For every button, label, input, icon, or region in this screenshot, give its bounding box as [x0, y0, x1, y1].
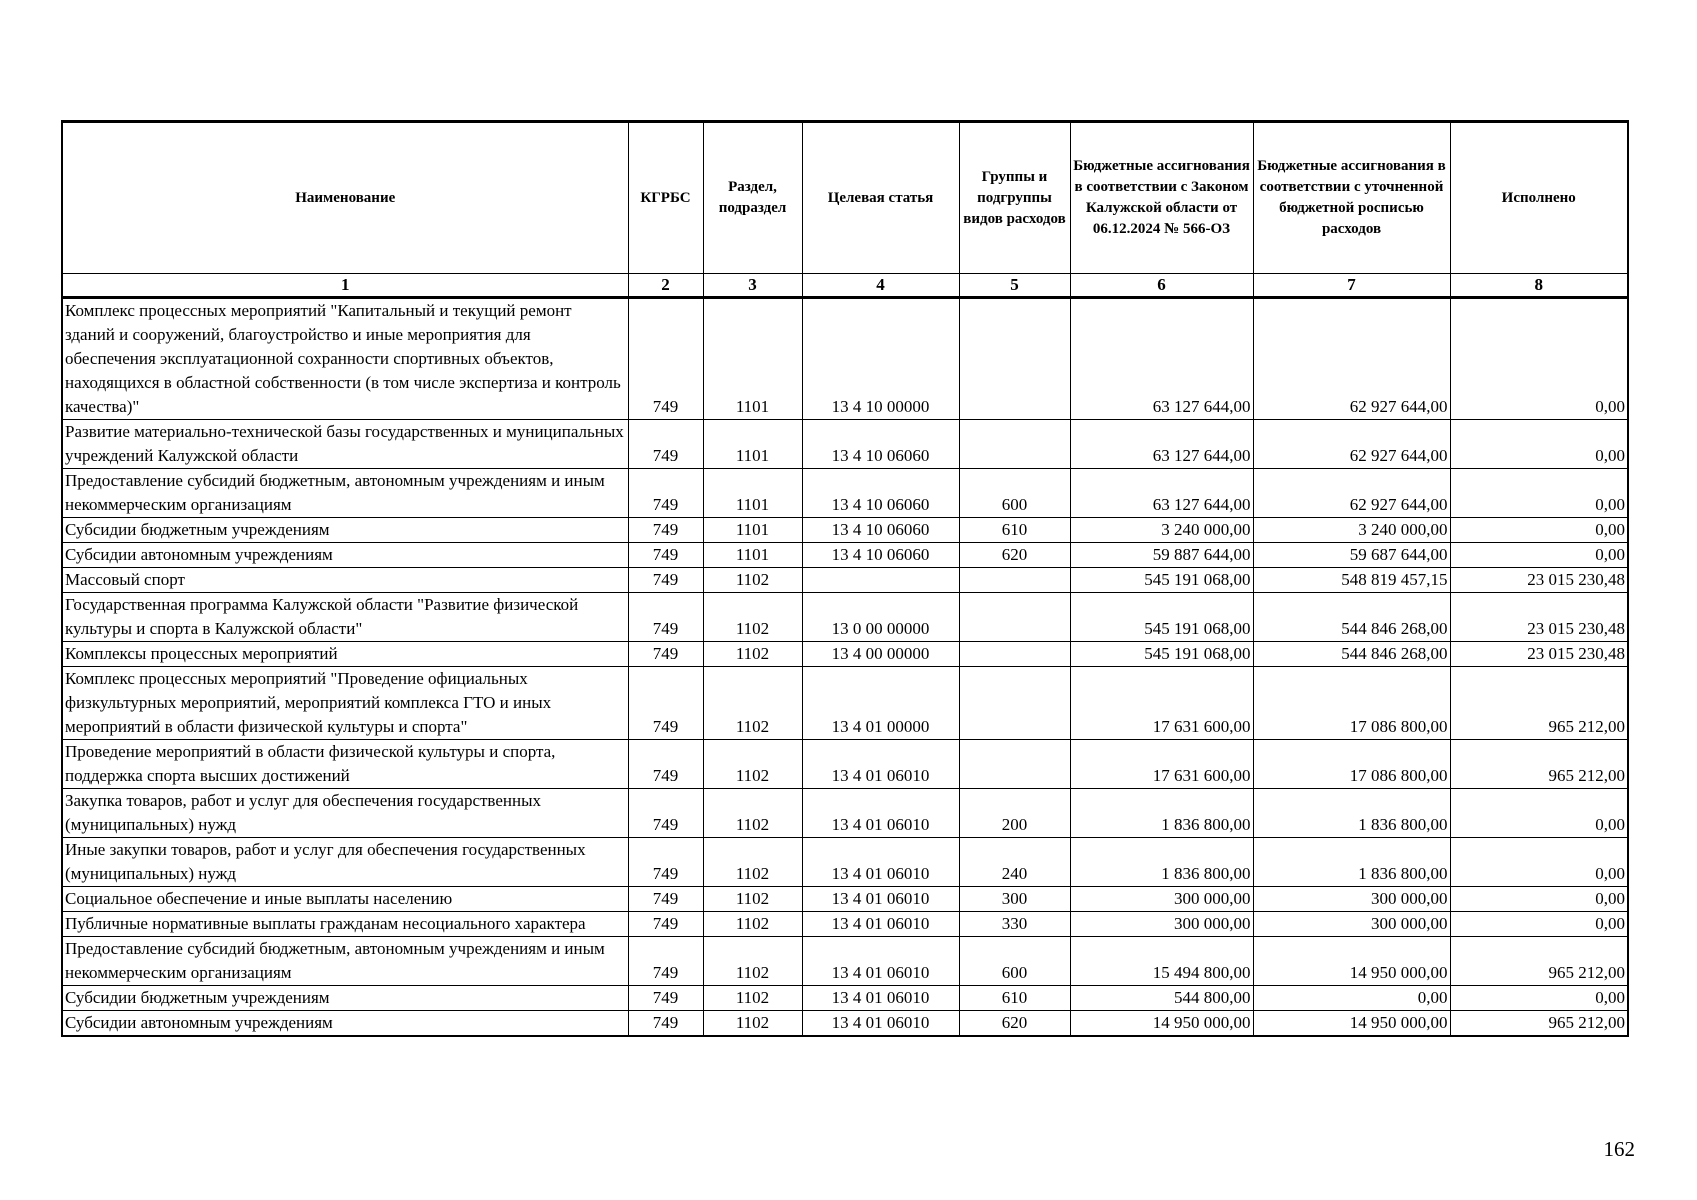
cell-law-amount: 59 887 644,00: [1070, 543, 1253, 568]
cell-refined-amount: 300 000,00: [1253, 912, 1450, 937]
cell-executed-amount: 0,00: [1450, 912, 1628, 937]
cell-group: 610: [959, 518, 1070, 543]
table-row: [62, 789, 1628, 838]
cell-target: [802, 568, 959, 593]
page-number: 162: [1603, 1137, 1635, 1161]
table-row: [62, 298, 1628, 420]
budget-table: [61, 120, 1629, 1037]
cell-section: 1102: [703, 912, 802, 937]
cell-executed-amount: 0,00: [1450, 469, 1628, 518]
cell-executed-amount: 23 015 230,48: [1450, 568, 1628, 593]
cell-group: 600: [959, 937, 1070, 986]
cell-group: 300: [959, 887, 1070, 912]
cell-kgrbs: 749: [628, 420, 703, 469]
cell-executed-amount: 0,00: [1450, 789, 1628, 838]
cell-target: 13 4 01 06010: [802, 838, 959, 887]
cell-group: 200: [959, 789, 1070, 838]
cell-refined-amount: 0,00: [1253, 986, 1450, 1011]
column-number: 3: [703, 274, 802, 298]
header-target: Целевая статья: [802, 122, 959, 274]
cell-law-amount: 545 191 068,00: [1070, 593, 1253, 642]
table-row: [62, 642, 1628, 667]
cell-section: 1102: [703, 937, 802, 986]
cell-kgrbs: 749: [628, 593, 703, 642]
cell-executed-amount: 965 212,00: [1450, 667, 1628, 740]
cell-law-amount: 15 494 800,00: [1070, 937, 1253, 986]
table-row: [62, 568, 1628, 593]
table-header: [62, 122, 1628, 298]
cell-target: 13 4 00 00000: [802, 642, 959, 667]
table-row: [62, 518, 1628, 543]
cell-law-amount: 63 127 644,00: [1070, 420, 1253, 469]
cell-name: Массовый спорт: [62, 568, 628, 593]
column-number: 2: [628, 274, 703, 298]
table-row: [62, 937, 1628, 986]
cell-refined-amount: 59 687 644,00: [1253, 543, 1450, 568]
column-number: 5: [959, 274, 1070, 298]
cell-kgrbs: 749: [628, 469, 703, 518]
cell-executed-amount: 965 212,00: [1450, 740, 1628, 789]
cell-group: 240: [959, 838, 1070, 887]
cell-executed-amount: 965 212,00: [1450, 1011, 1628, 1037]
table-row: [62, 986, 1628, 1011]
cell-law-amount: 545 191 068,00: [1070, 568, 1253, 593]
table-row: [62, 912, 1628, 937]
cell-section: 1102: [703, 568, 802, 593]
cell-target: 13 4 01 00000: [802, 667, 959, 740]
cell-name: Субсидии бюджетным учреждениям: [62, 518, 628, 543]
cell-target: 13 4 10 06060: [802, 518, 959, 543]
cell-refined-amount: 548 819 457,15: [1253, 568, 1450, 593]
cell-refined-amount: 17 086 800,00: [1253, 740, 1450, 789]
cell-group: 620: [959, 1011, 1070, 1037]
cell-refined-amount: 17 086 800,00: [1253, 667, 1450, 740]
cell-law-amount: 300 000,00: [1070, 912, 1253, 937]
cell-refined-amount: 544 846 268,00: [1253, 642, 1450, 667]
cell-name: Субсидии автономным учреждениям: [62, 1011, 628, 1037]
header-executed: Исполнено: [1450, 122, 1628, 274]
cell-law-amount: 17 631 600,00: [1070, 667, 1253, 740]
header-law: Бюджетные ассигнования в соответствии с Законом Калужской области от 06.12.2024 № 566-ОЗ: [1070, 122, 1253, 274]
cell-executed-amount: 23 015 230,48: [1450, 593, 1628, 642]
table-body: [62, 298, 1628, 1037]
cell-group: 330: [959, 912, 1070, 937]
cell-kgrbs: 749: [628, 789, 703, 838]
cell-executed-amount: 0,00: [1450, 543, 1628, 568]
column-number: 4: [802, 274, 959, 298]
cell-target: 13 4 01 06010: [802, 789, 959, 838]
cell-name: Предоставление субсидий бюджетным, автономным учреждениям и иным некоммерческим организациям: [62, 469, 628, 518]
cell-kgrbs: 749: [628, 986, 703, 1011]
cell-kgrbs: 749: [628, 887, 703, 912]
cell-name: Проведение мероприятий в области физической культуры и спорта, поддержка спорта высших достижений: [62, 740, 628, 789]
cell-target: 13 4 01 06010: [802, 1011, 959, 1037]
cell-section: 1101: [703, 469, 802, 518]
cell-name: Комплексы процессных мероприятий: [62, 642, 628, 667]
cell-name: Субсидии автономным учреждениям: [62, 543, 628, 568]
cell-target: 13 4 10 06060: [802, 420, 959, 469]
cell-section: 1102: [703, 593, 802, 642]
cell-kgrbs: 749: [628, 937, 703, 986]
cell-refined-amount: 300 000,00: [1253, 887, 1450, 912]
header-name: Наименование: [62, 122, 628, 274]
cell-name: Субсидии бюджетным учреждениям: [62, 986, 628, 1011]
cell-group: [959, 420, 1070, 469]
cell-kgrbs: 749: [628, 518, 703, 543]
cell-kgrbs: 749: [628, 838, 703, 887]
cell-name: Публичные нормативные выплаты гражданам несоциального характера: [62, 912, 628, 937]
cell-kgrbs: 749: [628, 298, 703, 420]
cell-kgrbs: 749: [628, 568, 703, 593]
cell-target: 13 0 00 00000: [802, 593, 959, 642]
table-row: [62, 887, 1628, 912]
table-row: [62, 1011, 1628, 1037]
table-row: [62, 667, 1628, 740]
cell-law-amount: 545 191 068,00: [1070, 642, 1253, 667]
cell-kgrbs: 749: [628, 667, 703, 740]
cell-kgrbs: 749: [628, 543, 703, 568]
cell-target: 13 4 01 06010: [802, 912, 959, 937]
cell-kgrbs: 749: [628, 1011, 703, 1037]
cell-name: Развитие материально-технической базы государственных и муниципальных учреждений Калужской области: [62, 420, 628, 469]
cell-executed-amount: 23 015 230,48: [1450, 642, 1628, 667]
cell-section: 1102: [703, 789, 802, 838]
header-group: Группы и подгруппы видов расходов: [959, 122, 1070, 274]
cell-name: Социальное обеспечение и иные выплаты населению: [62, 887, 628, 912]
cell-target: 13 4 01 06010: [802, 887, 959, 912]
cell-group: [959, 298, 1070, 420]
cell-refined-amount: 62 927 644,00: [1253, 469, 1450, 518]
cell-group: [959, 568, 1070, 593]
cell-refined-amount: 14 950 000,00: [1253, 1011, 1450, 1037]
cell-executed-amount: 0,00: [1450, 986, 1628, 1011]
cell-name: Предоставление субсидий бюджетным, автономным учреждениям и иным некоммерческим организациям: [62, 937, 628, 986]
cell-section: 1101: [703, 543, 802, 568]
cell-section: 1102: [703, 838, 802, 887]
cell-law-amount: 544 800,00: [1070, 986, 1253, 1011]
cell-law-amount: 63 127 644,00: [1070, 469, 1253, 518]
cell-refined-amount: 62 927 644,00: [1253, 298, 1450, 420]
cell-refined-amount: 62 927 644,00: [1253, 420, 1450, 469]
cell-name: Комплекс процессных мероприятий "Капитальный и текущий ремонт зданий и сооружений, благоустройство и иные мероприятия для обеспечения эксплуатационной сохранности спортивных объектов, находящихся в областной собственности (в том числе экспертиза и контроль качества)": [62, 298, 628, 420]
table-row: [62, 740, 1628, 789]
header-section: Раздел, подраздел: [703, 122, 802, 274]
cell-name: Комплекс процессных мероприятий "Проведение официальных физкультурных мероприятий, мероприятий комплекса ГТО и иных мероприятий в области физической культуры и спорта": [62, 667, 628, 740]
cell-section: 1102: [703, 642, 802, 667]
cell-kgrbs: 749: [628, 642, 703, 667]
cell-target: 13 4 01 06010: [802, 986, 959, 1011]
cell-kgrbs: 749: [628, 912, 703, 937]
table-row: [62, 420, 1628, 469]
table-row: [62, 593, 1628, 642]
cell-section: 1101: [703, 518, 802, 543]
cell-section: 1102: [703, 986, 802, 1011]
cell-refined-amount: 1 836 800,00: [1253, 789, 1450, 838]
cell-group: 610: [959, 986, 1070, 1011]
cell-target: 13 4 10 06060: [802, 469, 959, 518]
cell-law-amount: 14 950 000,00: [1070, 1011, 1253, 1037]
column-number: 6: [1070, 274, 1253, 298]
cell-target: 13 4 10 06060: [802, 543, 959, 568]
cell-section: 1102: [703, 1011, 802, 1037]
cell-name: Закупка товаров, работ и услуг для обеспечения государственных (муниципальных) нужд: [62, 789, 628, 838]
cell-group: [959, 593, 1070, 642]
header-kgrbs: КГРБС: [628, 122, 703, 274]
cell-group: 600: [959, 469, 1070, 518]
table-row: [62, 469, 1628, 518]
header-refined: Бюджетные ассигнования в соответствии с уточненной бюджетной росписью расходов: [1253, 122, 1450, 274]
cell-law-amount: 63 127 644,00: [1070, 298, 1253, 420]
table-row: [62, 838, 1628, 887]
cell-section: 1102: [703, 740, 802, 789]
cell-target: 13 4 01 06010: [802, 740, 959, 789]
cell-name: Государственная программа Калужской области "Развитие физической культуры и спорта в Калужской области": [62, 593, 628, 642]
cell-executed-amount: 0,00: [1450, 518, 1628, 543]
cell-law-amount: 300 000,00: [1070, 887, 1253, 912]
cell-law-amount: 1 836 800,00: [1070, 838, 1253, 887]
cell-kgrbs: 749: [628, 740, 703, 789]
cell-section: 1101: [703, 298, 802, 420]
cell-executed-amount: 965 212,00: [1450, 937, 1628, 986]
column-number: 8: [1450, 274, 1628, 298]
cell-section: 1102: [703, 667, 802, 740]
cell-executed-amount: 0,00: [1450, 838, 1628, 887]
cell-law-amount: 3 240 000,00: [1070, 518, 1253, 543]
cell-executed-amount: 0,00: [1450, 298, 1628, 420]
cell-refined-amount: 14 950 000,00: [1253, 937, 1450, 986]
cell-refined-amount: 544 846 268,00: [1253, 593, 1450, 642]
cell-refined-amount: 1 836 800,00: [1253, 838, 1450, 887]
cell-target: 13 4 01 06010: [802, 937, 959, 986]
column-number: 7: [1253, 274, 1450, 298]
cell-target: 13 4 10 00000: [802, 298, 959, 420]
cell-group: 620: [959, 543, 1070, 568]
cell-law-amount: 1 836 800,00: [1070, 789, 1253, 838]
cell-section: 1102: [703, 887, 802, 912]
cell-section: 1101: [703, 420, 802, 469]
cell-group: [959, 740, 1070, 789]
cell-law-amount: 17 631 600,00: [1070, 740, 1253, 789]
cell-group: [959, 642, 1070, 667]
cell-group: [959, 667, 1070, 740]
cell-name: Иные закупки товаров, работ и услуг для обеспечения государственных (муниципальных) нужд: [62, 838, 628, 887]
cell-executed-amount: 0,00: [1450, 887, 1628, 912]
cell-refined-amount: 3 240 000,00: [1253, 518, 1450, 543]
column-number: 1: [62, 274, 628, 298]
cell-executed-amount: 0,00: [1450, 420, 1628, 469]
table-row: [62, 543, 1628, 568]
